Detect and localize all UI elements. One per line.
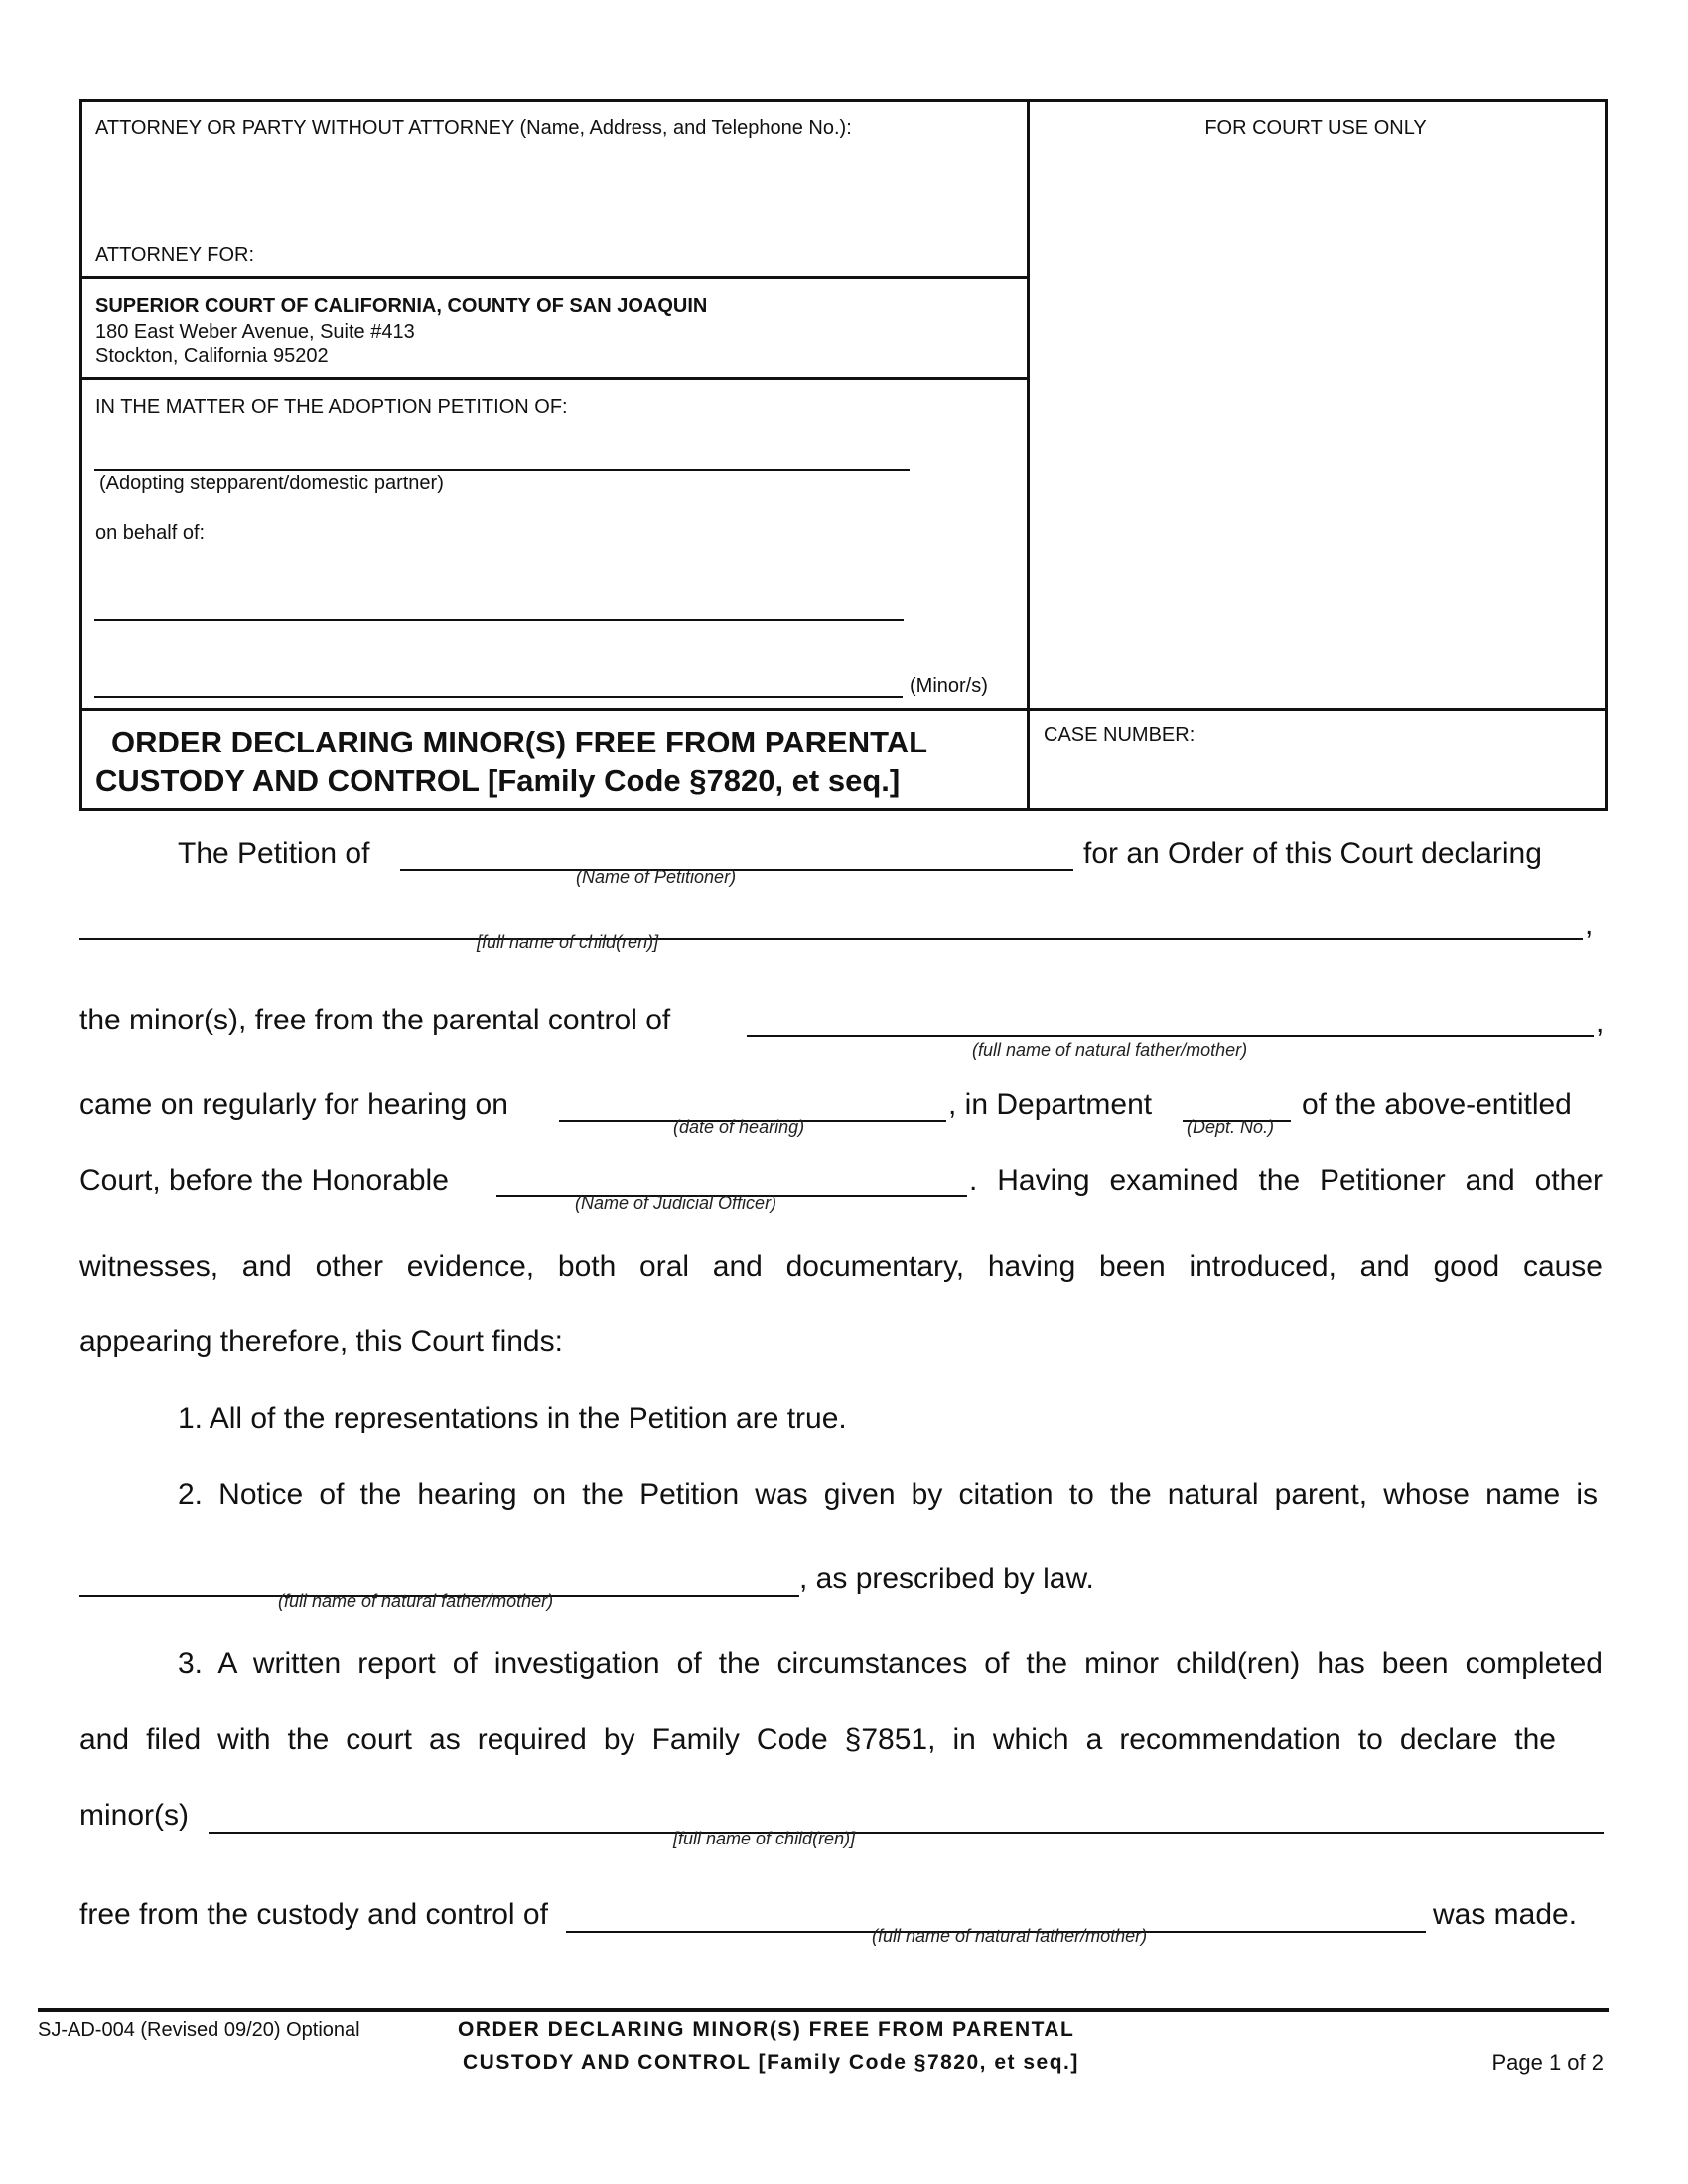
court-use-label: FOR COURT USE ONLY xyxy=(1204,117,1427,139)
footer-rule xyxy=(38,2008,1609,2012)
minor-field-2[interactable] xyxy=(94,696,903,698)
was-made-text: was made. xyxy=(1433,1898,1578,1931)
child-name-field[interactable] xyxy=(79,938,1583,940)
minor-field-1[interactable] xyxy=(94,619,904,621)
on-behalf-label: on behalf of: xyxy=(95,522,206,544)
footer-title-line-2: CUSTODY AND CONTROL [Family Code §7820, et seq.] xyxy=(463,2051,1079,2074)
examined-text: . Having examined the Petitioner and other xyxy=(969,1164,1603,1197)
court-address-2: Stockton, California 95202 xyxy=(95,345,329,367)
attorney-for-label: ATTORNEY FOR: xyxy=(95,244,255,266)
above-entitled-text: of the above-entitled xyxy=(1302,1088,1572,1121)
honorable-text: Court, before the Honorable xyxy=(79,1164,449,1197)
natural-parent-field[interactable] xyxy=(747,1035,1594,1037)
hearing-text: came on regularly for hearing on xyxy=(79,1088,508,1121)
page-number: Page 1 of 2 xyxy=(1491,2050,1604,2075)
dept-no-label: (Dept. No.) xyxy=(1187,1117,1275,1137)
parental-control-text: the minor(s), free from the parental control of xyxy=(79,1004,671,1036)
comma: , xyxy=(1596,1007,1605,1039)
finding-1: 1. All of the representations in the Petition are true. xyxy=(178,1402,847,1434)
hearing-date-label: (date of hearing) xyxy=(673,1117,805,1137)
case-number-label: CASE NUMBER: xyxy=(1044,724,1196,746)
judicial-officer-label: (Name of Judicial Officer) xyxy=(575,1193,777,1213)
department-text: , in Department xyxy=(948,1088,1153,1121)
form-id: SJ-AD-004 (Revised 09/20) Optional xyxy=(38,2019,360,2041)
matter-label: IN THE MATTER OF THE ADOPTION PETITION OF: xyxy=(95,396,568,418)
evidence-text: witnesses, and other evidence, both oral and documentary, having been introduced, and good cause xyxy=(79,1250,1603,1283)
petitioner-name-label: (Name of Petitioner) xyxy=(576,867,737,887)
divider-attorney xyxy=(79,276,1029,279)
caption-divider xyxy=(1027,99,1030,808)
custody-text: free from the custody and control of xyxy=(79,1898,548,1931)
court-name: SUPERIOR COURT OF CALIFORNIA, COUNTY OF SAN JOAQUIN xyxy=(95,295,708,317)
minors-label: (Minor/s) xyxy=(910,675,988,697)
petitioner-name-field[interactable] xyxy=(400,869,1073,871)
court-address-1: 180 East Weber Avenue, Suite #413 xyxy=(95,321,415,342)
stepparent-label: (Adopting stepparent/domestic partner) xyxy=(99,473,444,494)
comma: , xyxy=(1585,908,1594,941)
divider-title xyxy=(79,708,1605,711)
child-name-label: [full name of child(ren)] xyxy=(477,932,659,952)
form-title-line-2: CUSTODY AND CONTROL [Family Code §7820, et seq.] xyxy=(95,763,901,798)
minors-text: minor(s) xyxy=(79,1799,189,1832)
attorney-label: ATTORNEY OR PARTY WITHOUT ATTORNEY (Name, Address, and Telephone No.): xyxy=(95,117,852,139)
footer-title-line-1: ORDER DECLARING MINOR(S) FREE FROM PARENTAL xyxy=(458,2018,1075,2041)
child-name-label-2: [full name of child(ren)] xyxy=(673,1829,856,1848)
family-code-text: and filed with the court as required by Family Code §7851, in which a recommendation to declare the xyxy=(79,1723,1556,1756)
finds-text: appearing therefore, this Court finds: xyxy=(79,1325,563,1358)
petition-text: The Petition of xyxy=(178,837,370,870)
natural-parent-label: (full name of natural father/mother) xyxy=(972,1040,1248,1060)
natural-parent-label-2: (full name of natural father/mother) xyxy=(872,1926,1148,1946)
cited-parent-label: (full name of natural father/mother) xyxy=(278,1591,554,1611)
finding-2: 2. Notice of the hearing on the Petition was given by citation to the natural parent, whose name is xyxy=(178,1478,1598,1511)
finding-3: 3. A written report of investigation of the circumstances of the minor child(ren) has been completed xyxy=(178,1647,1603,1680)
stepparent-field[interactable] xyxy=(94,469,910,471)
child-name-field-2[interactable] xyxy=(209,1832,1604,1834)
order-text: for an Order of this Court declaring xyxy=(1083,837,1542,870)
divider-court xyxy=(79,377,1029,380)
form-title-line-1: ORDER DECLARING MINOR(S) FREE FROM PARENTAL xyxy=(111,725,928,759)
caption-box xyxy=(79,99,1608,811)
prescribed-text: , as prescribed by law. xyxy=(799,1563,1094,1595)
